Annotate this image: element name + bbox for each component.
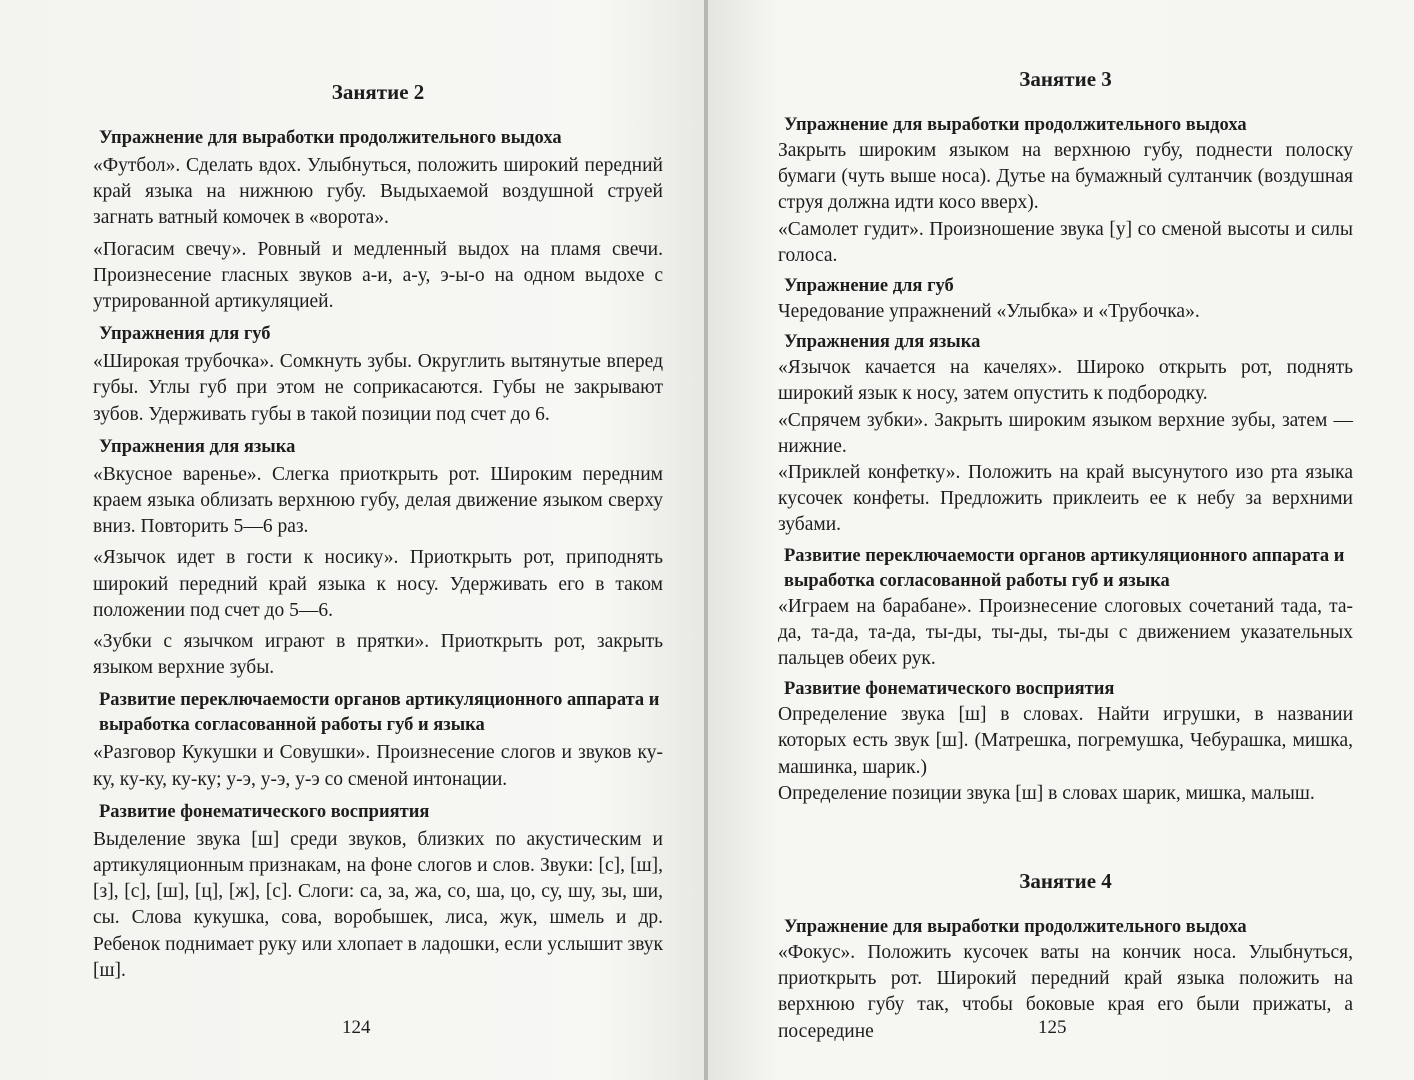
- section-heading: Развитие фонематического восприятия: [99, 801, 430, 822]
- section-heading: Упражнения для языка: [784, 332, 981, 353]
- paragraph: Определение позиции звука [ш] в словах шарик, мишка, малыш.: [778, 782, 1315, 804]
- lesson-3-title: Занятие 3: [1019, 67, 1112, 91]
- left-page: [0, 0, 706, 1080]
- paragraph: «Широкая трубочка». Сомкнуть зубы. Округлить вытянутые вперед губы. Углы губ при этом не соприкасаются. Губы не закрывают зубов. Удерживать губы в такой позиции под счет до 6.: [93, 351, 663, 425]
- paragraph: «Спрячем зубки». Закрыть широким языком верхние зубы, затем — нижние.: [778, 409, 1353, 457]
- paragraph: Закрыть широким языком на верхнюю губу, поднести полоску бумаги (чуть выше носа). Дутье на бумажный султанчик (воздушная струя должна идти косо вверх).: [778, 140, 1353, 214]
- section-heading: Упражнение для выработки продолжительного выдоха: [99, 128, 562, 148]
- paragraph: «Разговор Кукушки и Совушки». Произнесение слогов и звуков ку-ку, ку-ку, ку-ку; у-э, у-э, у-э со сменой интонации.: [93, 742, 663, 790]
- paragraph: «Самолет гудит». Произношение звука [у] со сменой высоты и силы голоса.: [778, 218, 1353, 266]
- paragraph: «Футбол». Сделать вдох. Улыбнуться, положить широкий передний край языка на нижнюю губу. Выдыхаемой воздушной струей загнать ватный комочек в «ворота».: [93, 155, 663, 229]
- section-heading: Упражнения для языка: [99, 436, 296, 457]
- section-heading: Развитие фонематического восприятия: [784, 679, 1115, 700]
- right-page: [708, 0, 1414, 1080]
- section-heading: Упражнение для губ: [784, 276, 954, 297]
- paragraph: «Фокус». Положить кусочек ваты на кончик носа. Улыбнуться, приоткрыть рот. Широкий передний край языка положить на верхнюю губу так, чтобы боковые края его были прижаты, а посередине: [778, 942, 1353, 1042]
- page-number: 124: [342, 1017, 371, 1038]
- right-page-content: [778, 65, 1353, 1045]
- paragraph: «Язычок качается на качелях». Широко открыть рот, поднять широкий язык к носу, затем опустить к подбородку.: [778, 357, 1353, 405]
- lesson-4-title: Занятие 4: [1019, 869, 1112, 894]
- section-heading: Развитие переключаемости органов артикуляционного аппарата и выработка согласованной работы губ и языка: [99, 690, 660, 736]
- paragraph: Выделение звука [ш] среди звуков, близких по акустическим и артикуляционным признакам, на фоне слогов и слов. Звуки: [с], [ш], [з], [с], [ш], [ц], [ж], [с]. Слоги: са, за, жа, со, ша, цо, су, шу, зы, ши, сы. Слова кукушка, сова, воробышек, лиса, жук, шмель и др. Ребенок поднимает руку или хлопает в ладошки, если услышит звук [ш].: [93, 828, 663, 981]
- section-heading: Упражнения для губ: [99, 324, 271, 345]
- paragraph: «Вкусное варенье». Слегка приоткрыть рот. Широким передним краем языка облизать верхнюю губу, делая движение языком сверху вниз. Повторить 5—6 раз.: [93, 463, 663, 538]
- paragraph: «Погасим свечу». Ровный и медленный выдох на пламя свечи. Произнесение гласных звуков а-и, а-у, э-ы-о на одном выдохе с утрированной артикуляцией.: [93, 238, 663, 313]
- paragraph: «Играем на барабане». Произнесение слоговых сочетаний тада, та-да, та-да, та-да, ты-ды, ты-ды, ты-ды с движением указательных пальцев обеих рук.: [778, 595, 1353, 670]
- paragraph: Определение звука [ш] в словах. Найти игрушки, в названии которых есть звук [ш]. (Матрешка, погремушка, Чебурашка, мишка, машинка, шарик.): [778, 704, 1353, 778]
- paragraph: «Зубки с язычком играют в прятки». Приоткрыть рот, закрыть языком верхние зубы.: [93, 631, 663, 679]
- page-number: 125: [1038, 1017, 1067, 1038]
- section-heading: Упражнение для выработки продолжительного выдоха: [784, 917, 1247, 938]
- lesson-2-title: Занятие 2: [331, 80, 425, 104]
- left-page-content: [93, 78, 663, 989]
- section-heading: Упражнение для выработки продолжительного выдоха: [784, 115, 1247, 135]
- paragraph: «Язычок идет в гости к носику». Приоткрыть рот, приподнять широкий передний край языка к носу. Удерживать его в таком положении под счет до 5—6.: [93, 547, 663, 621]
- paragraph: «Приклей конфетку». Положить на край высунутого изо рта языка кусочек конфеты. Предложить приклеить ее к небу за верхними зубами.: [778, 462, 1353, 536]
- paragraph: Чередование упражнений «Улыбка» и «Трубочка».: [778, 301, 1200, 323]
- section-heading: Развитие переключаемости органов артикуляционного аппарата и выработка согласованной работы губ и языка: [784, 545, 1345, 591]
